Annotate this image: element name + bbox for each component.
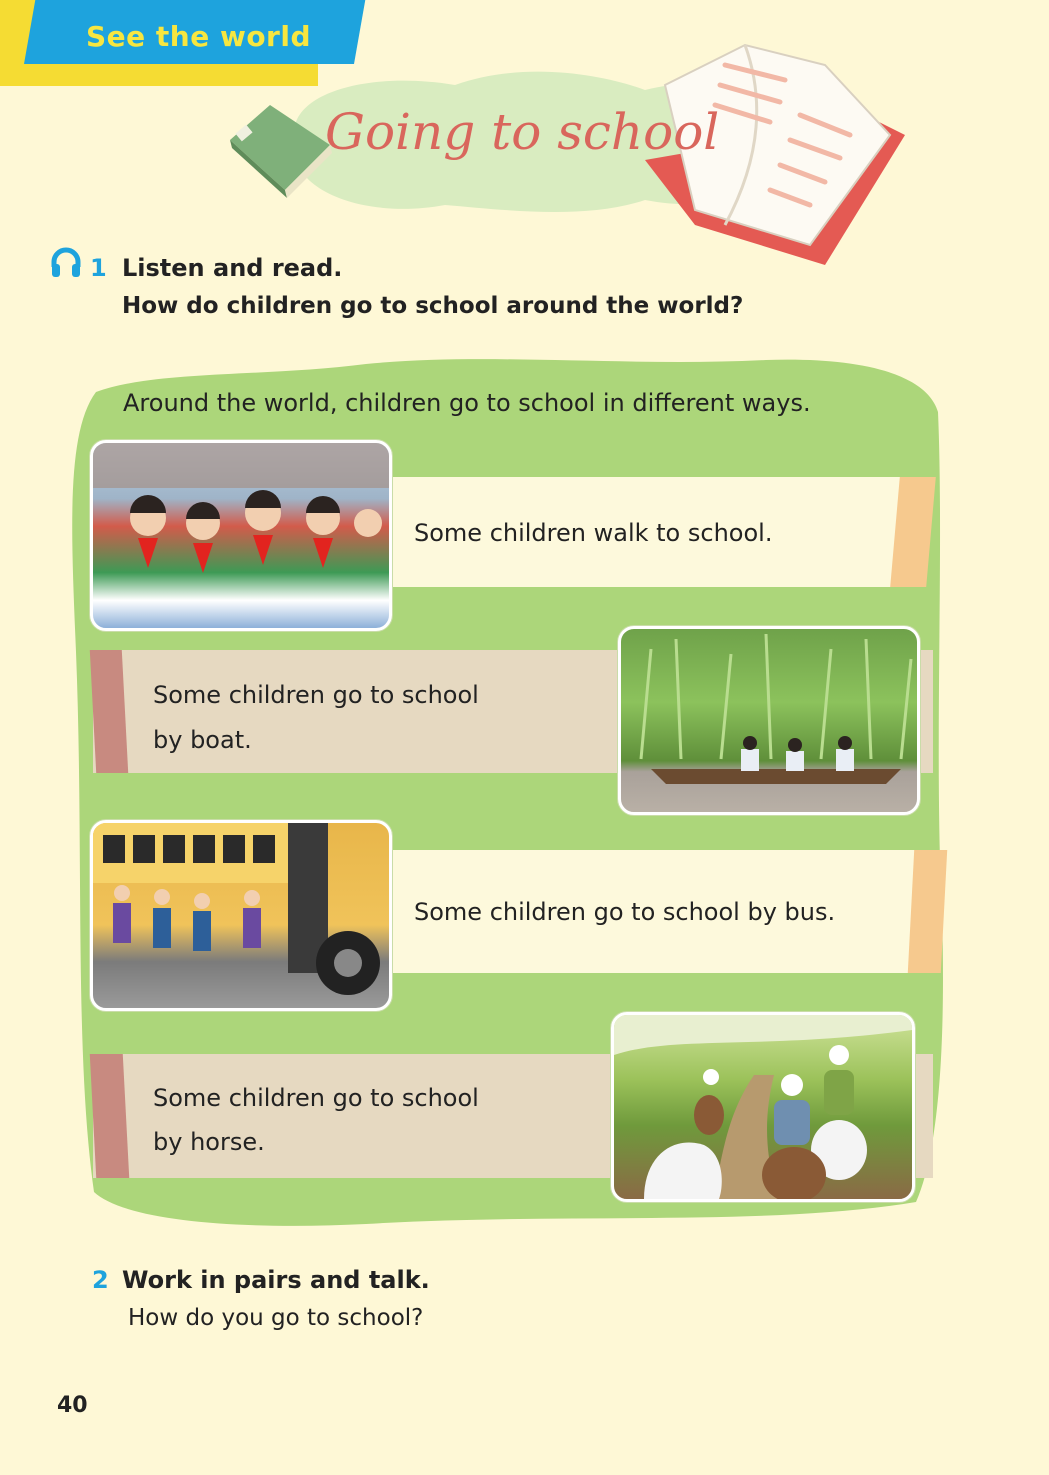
exercise-1-number: 1: [90, 254, 107, 282]
strip-accent-horse: [90, 1054, 129, 1178]
strip-accent-boat: [90, 650, 128, 773]
photo-children-bus: [90, 820, 392, 1011]
exercise-2-question: How do you go to school?: [128, 1305, 424, 1331]
photo-children-horse: [611, 1012, 915, 1202]
item-walk-text: Some children walk to school.: [414, 519, 773, 547]
exercise-2-number: 2: [92, 1266, 109, 1294]
strip-accent-bus: [908, 850, 947, 973]
section-tag: See the world: [86, 20, 312, 53]
item-boat-text-line1: Some children go to school: [153, 681, 479, 709]
exercise-1-instruction: Listen and read.: [122, 254, 343, 282]
reading-intro: Around the world, children go to school in different ways.: [123, 389, 811, 417]
item-boat-text-line2: by boat.: [153, 726, 252, 754]
lesson-title: Going to school: [325, 103, 720, 161]
exercise-1-question: How do children go to school around the world?: [122, 293, 744, 319]
item-horse-text-line2: by horse.: [153, 1128, 265, 1156]
item-horse-text-line1: Some children go to school: [153, 1084, 479, 1112]
page-number: 40: [57, 1393, 88, 1418]
exercise-2-instruction: Work in pairs and talk.: [122, 1266, 430, 1294]
item-bus-text: Some children go to school by bus.: [414, 898, 836, 926]
headphones-icon[interactable]: [50, 247, 82, 279]
photo-children-walking: [90, 440, 392, 631]
photo-children-boat: [618, 626, 920, 815]
